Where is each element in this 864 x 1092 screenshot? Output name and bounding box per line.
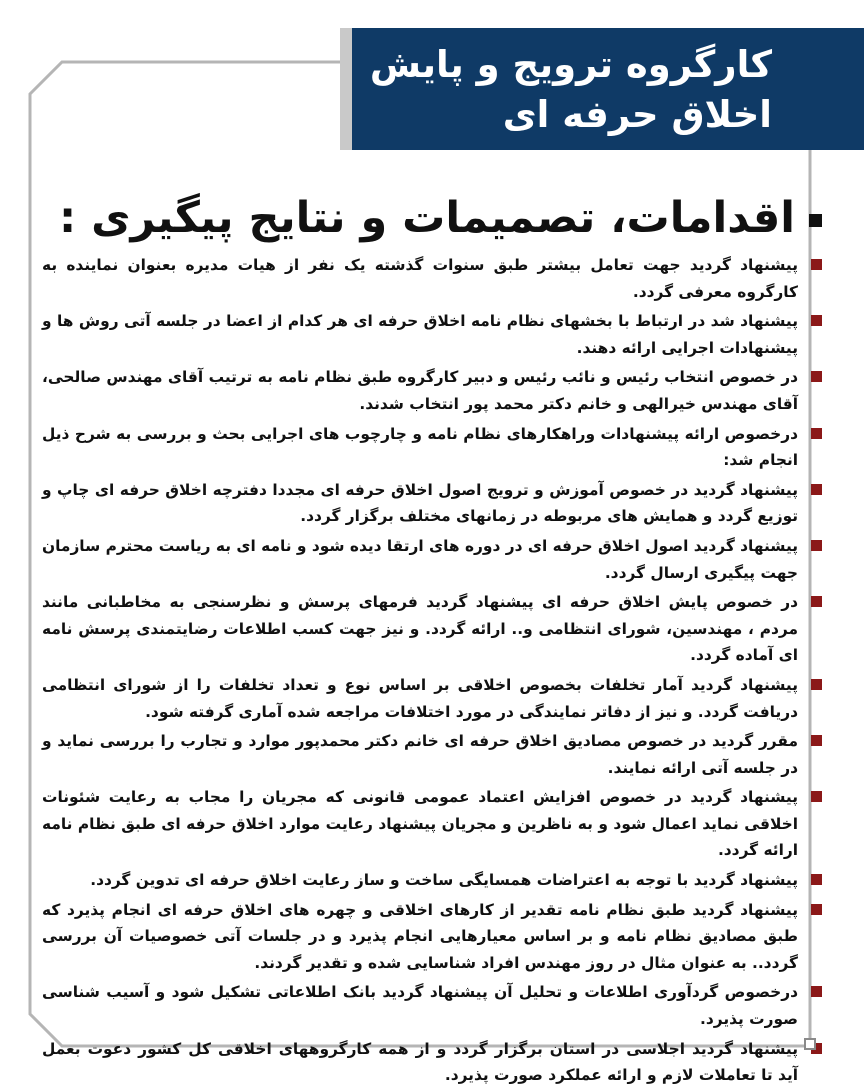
square-bullet-icon <box>811 371 822 382</box>
list-item-text: پیشنهاد گردید طبق نظام نامه تقدیر از کارهای اخلاقی و چهره های اخلاق حرفه ای انجام پذیرد که طبق مصادیق نظام نامه و بر اساس معیارهایی انجام پذیرد و در جلسات آتی خصوصیات آن بررسی گردد.. به عنوان مثال در روز مهندس افراد شناسایی شده و تقدیر گردند. <box>42 900 798 972</box>
list-item-text: پیشنهاد گردید آمار تخلفات بخصوص اخلاقی بر اساس نوع و تعداد تخلفات را از شورای انتظامی دریافت گردد. و نیز از دفاتر نمایندگی در مورد اختلافات مراجعه شده آماری گرفته شود. <box>42 675 798 721</box>
square-bullet-icon <box>811 986 822 997</box>
square-bullet-icon <box>811 904 822 915</box>
list-item-text: پیشنهاد گردید با توجه به اعتراضات همسایگی ساخت و ساز رعایت اخلاق حرفه ای تدوین گردد. <box>90 871 798 890</box>
list-item-text: درخصوص ارائه پیشنهادات وراهکارهای نظام نامه و چارچوب های اجرایی بحث و بررسی به شرح ذیل انجام شد: <box>42 424 798 470</box>
square-bullet-icon <box>811 259 822 270</box>
square-bullet-icon <box>811 735 822 746</box>
list-item-text: در خصوص انتخاب رئیس و نائب رئیس و دبیر کارگروه طبق نظام نامه به ترتیب آقای مهندس صالحی، آقای مهندس خیرالهی و خانم دکتر محمد پور انتخاب شدند. <box>42 368 798 413</box>
section-title <box>58 188 822 248</box>
action-list <box>42 252 824 1092</box>
list-item <box>42 867 824 894</box>
list-item <box>42 897 824 977</box>
list-item-text: پیشنهاد گردید در خصوص افزایش اعتماد عمومی قانونی که مجریان را مجاب به رعایت شئونات اخلاقی نماید اعمال شود و به ناظرین و مجریان پیشنهاد رعایت موارد اخلاق حرفه ای طبق نظام نامه ارائه گردد. <box>42 788 798 860</box>
header-title-line2: اخلاق حرفه ای <box>502 93 772 136</box>
list-item-text: مقرر گردید در خصوص مصادیق اخلاق حرفه ای خانم دکتر محمدپور موارد و تجارب را بررسی نماید و در جلسه آتی ارائه نمایند. <box>42 732 798 777</box>
list-item <box>42 477 824 530</box>
list-item <box>42 533 824 586</box>
list-item <box>42 728 824 781</box>
list-item-text: پیشنهاد گردید اجلاسی در استان برگزار گردد و از همه کارگروههای اخلاقی کل کشور دعوت بعمل آید تا تعاملات لازم و ارائه عملکرد صورت پذیرد. <box>42 1039 798 1085</box>
square-bullet-icon <box>811 596 822 607</box>
square-icon <box>809 214 822 227</box>
square-bullet-icon <box>811 679 822 690</box>
list-item <box>42 252 824 305</box>
square-bullet-icon <box>811 791 822 802</box>
list-item-text: پیشنهاد شد در ارتباط با بخشهای نظام نامه اخلاق حرفه ای هر کدام از اعضا در جلسه آتی روش ها و پیشنهادات اجرایی ارائه دهند. <box>42 312 798 357</box>
list-item <box>42 589 824 669</box>
list-item-text: پیشنهاد گردید اصول اخلاق حرفه ای در دوره های ارتقا دیده شود و نامه ای به ریاست محترم سازمان جهت پیگیری ارسال گردد. <box>42 536 798 582</box>
list-item <box>42 308 824 361</box>
end-square-icon <box>804 1038 816 1050</box>
list-item <box>42 784 824 864</box>
list-item-text: پیشنهاد گردید جهت تعامل بیشتر طبق سنوات گذشته یک نفر از هیات مدیره بعنوان نماینده به کارگروه معرفی گردد. <box>42 256 798 301</box>
list-item <box>42 421 824 474</box>
list-item-text: درخصوص گردآوری اطلاعات و تحلیل آن پیشنهاد گردید بانک اطلاعاتی تشکیل شود و آسیب شناسی صورت پذیرد. <box>42 983 798 1029</box>
section-title-text: اقدامات، تصمیمات و نتایج پیگیری : <box>58 193 795 243</box>
list-item-text: در خصوص پایش اخلاق حرفه ای پیشنهاد گردید فرمهای پرسش و نظرسنجی به مخاطبانی مانند مردم ، مهندسین، شورای انتظامی و.. ارائه گردد. و نیز جهت کسب اطلاعات رضایتمندی پرسش نامه ای آماده گردد. <box>42 593 798 665</box>
square-bullet-icon <box>811 874 822 885</box>
header-banner <box>352 28 864 150</box>
list-item <box>42 979 824 1032</box>
square-bullet-icon <box>811 484 822 495</box>
square-bullet-icon <box>811 540 822 551</box>
list-item <box>42 1036 824 1089</box>
header-title-line1: کارگروه ترویج و پایش <box>369 43 772 86</box>
list-item <box>42 364 824 417</box>
square-bullet-icon <box>811 428 822 439</box>
square-bullet-icon <box>811 315 822 326</box>
list-item-text: پیشنهاد گردید در خصوص آموزش و ترویج اصول اخلاق حرفه ای مجددا دفترچه اخلاق حرفه ای چاپ و توزیع گردد و همایش های مربوطه در زمانهای مختلف برگزار گردد. <box>42 480 798 526</box>
list-item <box>42 672 824 725</box>
